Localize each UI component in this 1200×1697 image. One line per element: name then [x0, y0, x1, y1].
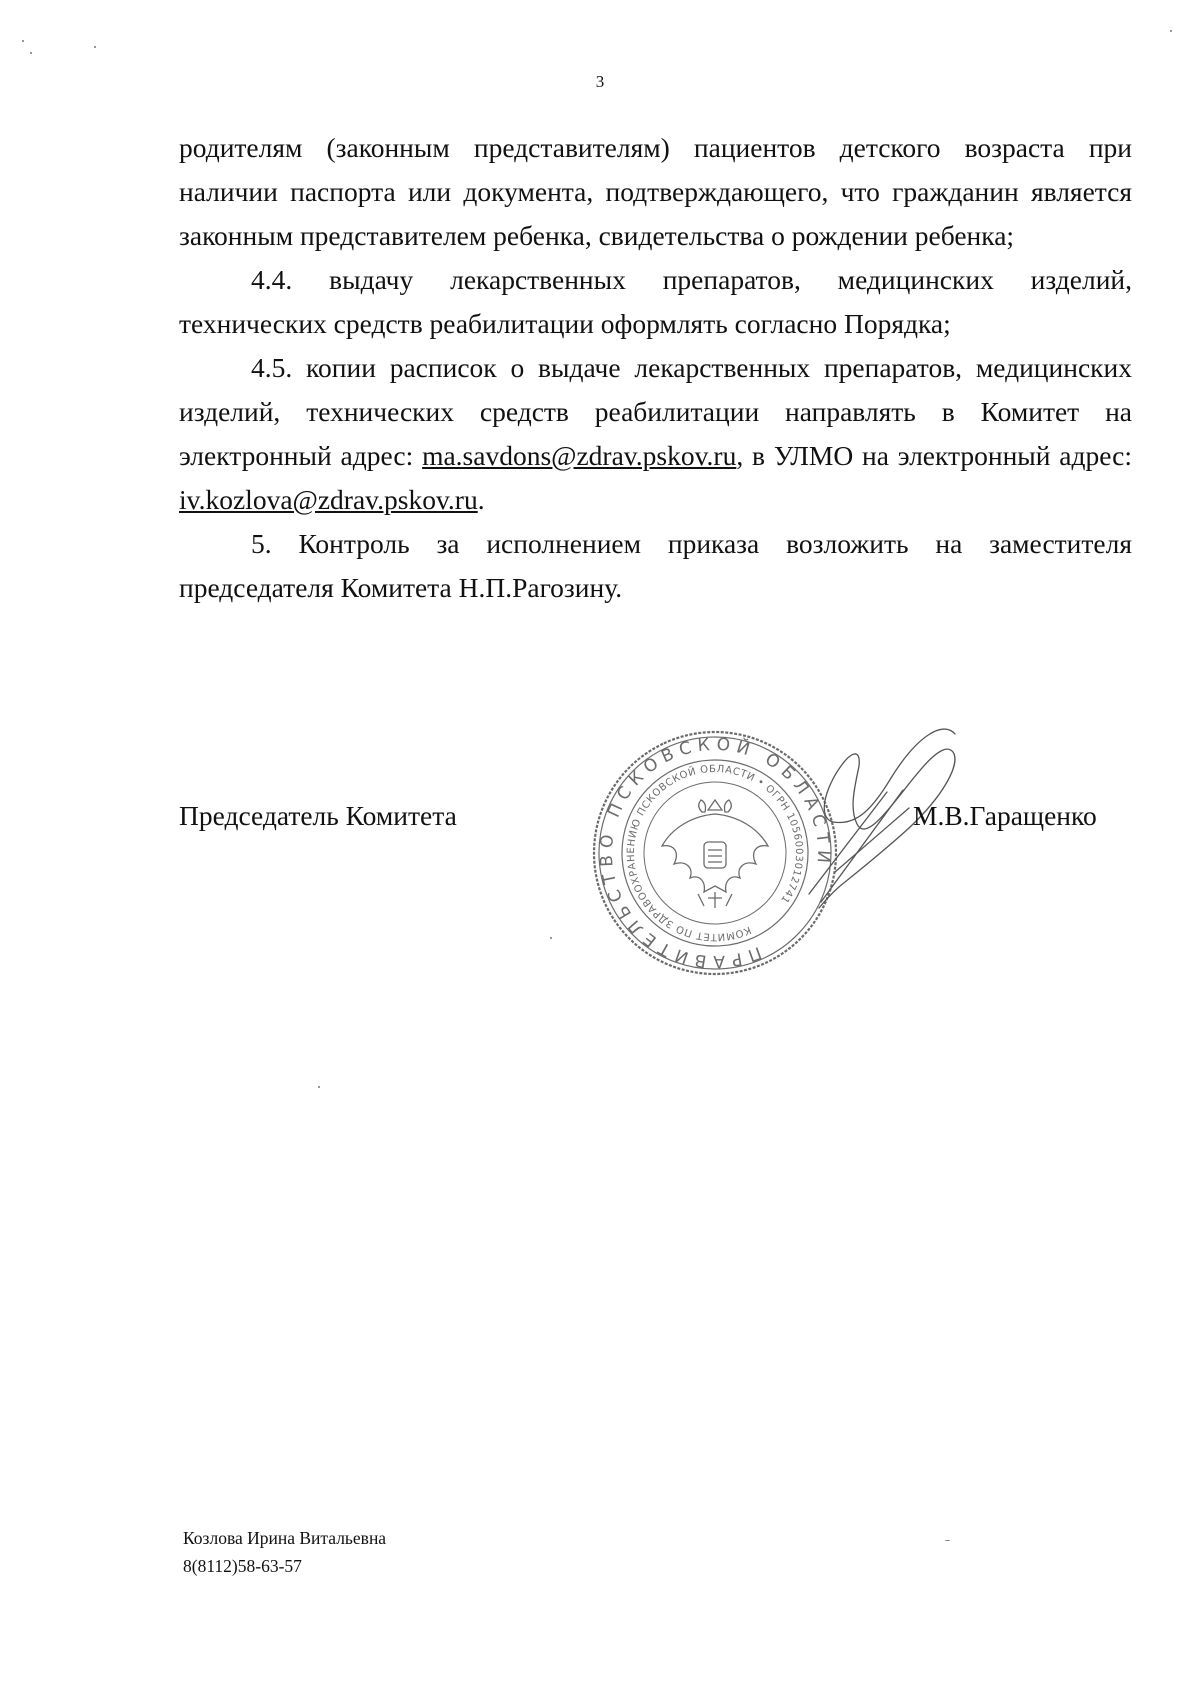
scan-speck: [945, 1540, 950, 1541]
scan-speck: [1170, 30, 1172, 32]
stamp-outer-text: ПРАВИТЕЛЬСТВО ПСКОВСКОЙ ОБЛАСТИ: [596, 734, 834, 972]
executor-info: [183, 1524, 386, 1580]
document-body: [179, 126, 1132, 610]
executor-phone: 8(8112)58-63-57: [183, 1556, 302, 1576]
stamp-inner-text: КОМИТЕТ ПО ЗДРАВООХРАНЕНИЮ ПСКОВСКОЙ ОБЛАСТИ • ОГРН 1056003012741: [625, 763, 805, 943]
item-4-5: [179, 346, 1132, 522]
item-4-5-text-end: .: [477, 484, 485, 515]
coat-of-arms-emblem: [662, 800, 768, 908]
paragraph-continuation: родителям (законным представителям) пациентов детского возраста при наличии паспорта или документа, подтверждающего, что гражданин является законным представителем ребенка, свидетельства о рождении ребенка;: [179, 132, 1132, 251]
item-4-5-text-start: 4.5. копии расписок о выдаче лекарственных препаратов, медицинских изделий, технических средств реабилитации направлять в Комитет на электронный адрес:: [179, 352, 1132, 471]
item-5: 5. Контроль за исполнением приказа возложить на заместителя председателя Комитета Н.П.Рагозину.: [179, 528, 1132, 603]
signer-name: М.В.Гаращенко: [913, 800, 1097, 831]
item-4-5-text-middle: , в УЛМО на электронный адрес:: [736, 440, 1132, 471]
scan-speck: [550, 937, 552, 939]
scan-speck: [94, 46, 96, 48]
signer-title: Председатель Комитета: [179, 800, 457, 831]
executor-name: Козлова Ирина Витальевна: [183, 1528, 387, 1548]
email-link-savdons[interactable]: ma.savdons@zdrav.pskov.ru: [422, 440, 737, 471]
scan-speck: [318, 1086, 320, 1088]
email-link-kozlova[interactable]: iv.kozlova@zdrav.pskov.ru: [179, 484, 478, 515]
scan-speck: [30, 52, 32, 54]
official-stamp: [590, 728, 840, 978]
scan-speck: [22, 40, 24, 42]
page-number: 3: [595, 72, 605, 91]
item-4-4: 4.4. выдачу лекарственных препаратов, медицинских изделий, технических средств реабилитации оформлять согласно Порядка;: [179, 264, 1132, 339]
